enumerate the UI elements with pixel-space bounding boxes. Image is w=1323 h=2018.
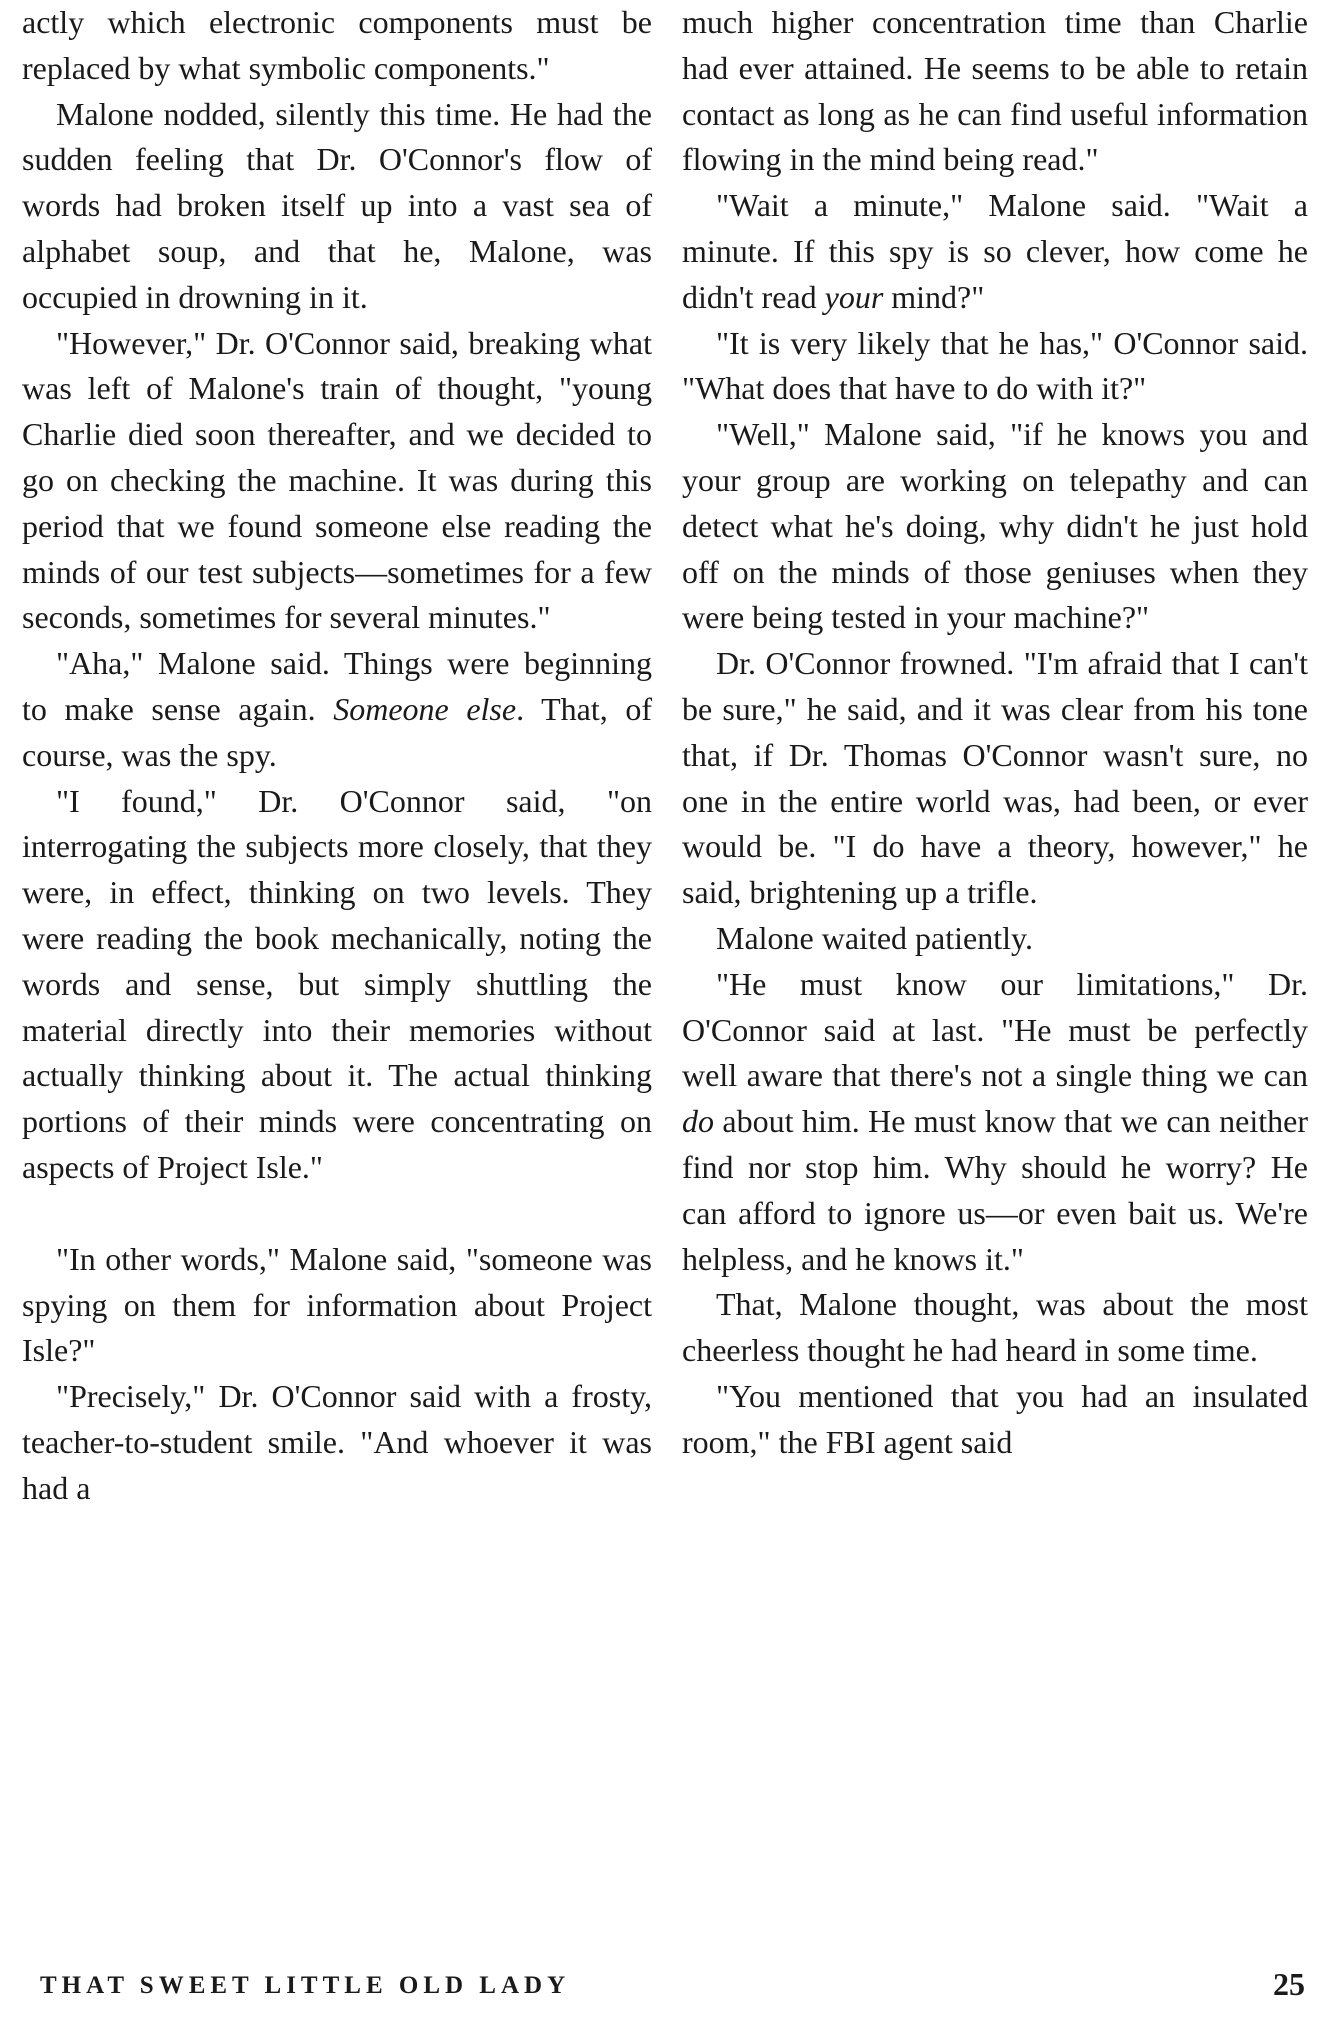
text-run: "He must know our limitations," Dr. O'Connor said at last. "He must be perfectly well aware that there's not a single thing we can — [682, 965, 1308, 1094]
running-title: THAT SWEET LITTLE OLD LADY — [40, 1972, 571, 1999]
paragraph: much higher concentration time than Charlie had ever attained. He seems to be able to retain contact as long as he can find useful information flowing in the mind being read." — [682, 4, 1308, 178]
right-column — [682, 0, 1308, 1466]
left-column — [22, 0, 652, 1512]
paragraph — [682, 183, 1308, 320]
paragraph: "Well," Malone said, "if he knows you and your group are working on telepathy and can detect what he's doing, why didn't he just hold off on the minds of those geniuses when they were being tested in your machine?" — [682, 416, 1308, 636]
text-run: "Wait a minute," Malone said. "Wait a minute. If this spy is so clever, how come he didn't read — [682, 187, 1308, 315]
text-run: mind?" — [883, 278, 985, 315]
paragraph — [22, 641, 652, 778]
paragraph — [682, 962, 1308, 1283]
text-run: "Aha," Malone said. Things were beginning to make sense again. — [22, 645, 652, 727]
text-run: . That, of course, was the spy. — [22, 690, 653, 773]
paragraph: "It is very likely that he has," O'Connor said. "What does that have to do with it?" — [682, 324, 1308, 407]
paragraph: "In other words," Malone said, "someone was spying on them for information about Project Isle?" — [22, 1240, 652, 1369]
paragraph: "You mentioned that you had an insulated room," the FBI agent said — [682, 1377, 1308, 1460]
paragraph: Malone waited patiently. — [716, 919, 1033, 956]
emphasis-text: do — [682, 1103, 714, 1140]
paragraph: That, Malone thought, was about the most cheerless thought he had heard in some time. — [682, 1286, 1308, 1369]
paragraph: Malone nodded, silently this time. He had the sudden feeling that Dr. O'Connor's flow of words had broken itself up into a vast sea of alphabet soup, and that he, Malone, was occupied in drowning in it. — [22, 95, 652, 315]
emphasis-text: Someone else — [333, 690, 517, 727]
text-run: about him. He must know that we can neither find nor stop him. Why should he worry? He can afford to ignore us—or even bait us. We're helpless, and he knows it." — [682, 1103, 1308, 1277]
paragraph: actly which electronic components must be replaced by what symbolic components." — [22, 4, 652, 86]
paragraph: "However," Dr. O'Connor said, breaking what was left of Malone's train of thought, "young Charlie died soon thereafter, and we decided to go on checking the machine. It was during this period that we found someone else reading the minds of our test subjects—sometimes for a few seconds, sometimes for several minutes." — [22, 324, 652, 636]
paragraph: "Precisely," Dr. O'Connor said with a frosty, teacher-to-student smile. "And whoever it was had a — [22, 1378, 652, 1506]
paragraph: "I found," Dr. O'Connor said, "on interrogating the subjects more closely, that they were, in effect, thinking on two levels. They were reading the book mechanically, noting the words and sense, but simply shuttling the material directly into their memories without actually thinking about it. The actual thinking portions of their minds were concentrating on aspects of Project Isle." — [22, 782, 652, 1185]
emphasis-text: your — [824, 278, 884, 315]
paragraph: Dr. O'Connor frowned. "I'm afraid that I can't be sure," he said, and it was clear from his tone that, if Dr. Thomas O'Connor wasn't sure, no one in the entire world was, had been, or ever would be. "I do have a theory, however," he said, brightening up a trifle. — [682, 645, 1308, 911]
page-number: 25 — [1273, 1966, 1305, 2002]
